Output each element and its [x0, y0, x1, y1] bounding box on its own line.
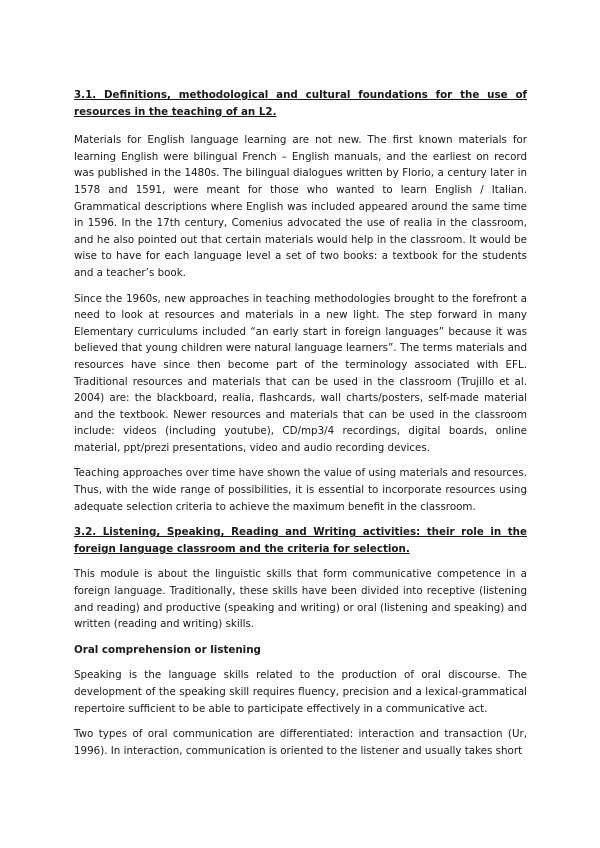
paragraph-teaching-approaches: Teaching approaches over time have shown the value of using materials and resources. Thus, with the wide range of possibilities, it is essential to incorporate resources using adequate selection criteria to achieve the maximum benefit in the classroom. — [74, 467, 527, 513]
subheading-oral-comprehension: Oral comprehension or listening — [74, 643, 261, 656]
section-heading-3-2: 3.2. Listening, Speaking, Reading and Writing activities: their role in the foreign language classroom and the criteria for selection. — [74, 526, 527, 555]
paragraph-since-1960s: Since the 1960s, new approaches in teaching methodologies brought to the forefront a need to look at resources and materials in a new light. The step forward in many Elementary curriculums included “an early start in foreign languages” because it was believed that young children were natural language learners”. The terms materials and resources have since then become part of the terminology associated with EFL. Traditional resources and materials that can be used in the classroom (Trujillo et al. 2004) are: the blackboard, realia, flashcards, wall charts/posters, self-made material and the textbook. Newer resources and materials that can be used in the classroom include: videos (including youtube), CD/mp3/4 recordings, digital boards, online material, ppt/prezi presentations, video and audio recording devices. — [74, 292, 527, 454]
document-page — [74, 87, 527, 768]
section-heading-3-1: 3.1. Definitions, methodological and cultural foundations for the use of resources in the teaching of an L2. — [74, 89, 527, 118]
paragraph-module-intro: This module is about the linguistic skills that form communicative competence in a foreign language. Traditionally, these skills have been divided into receptive (listening and reading) and productive (speaking and writing) or oral (listening and speaking) and written (reading and writing) skills. — [74, 568, 527, 631]
paragraph-speaking-skill: Speaking is the language skills related to the production of oral discourse. The development of the speaking skill requires fluency, precision and a lexical-grammatical repertoire sufficient to be able to participate effectively in a communicative act. — [74, 669, 527, 715]
paragraph-history-of-materials: Materials for English language learning are not new. The first known materials for learning English were bilingual French – English manuals, and the earliest on record was published in the 1480s. The bilingual dialogues written by Florio, a century later in 1578 and 1591, were meant for those who wanted to learn English / Italian. Grammatical descriptions where English was included appeared around the same time in 1596. In the 17th century, Comenius advocated the use of realia in the classroom, and he also pointed out that certain materials would help in the classroom. It would be wise to have for each language level a set of two books: a textbook for the students and a teacher’s book. — [74, 134, 527, 279]
paragraph-oral-communication-types: Two types of oral communication are differentiated: interaction and transaction (Ur, 1996). In interaction, communication is oriented to the listener and usually takes short — [74, 728, 527, 757]
